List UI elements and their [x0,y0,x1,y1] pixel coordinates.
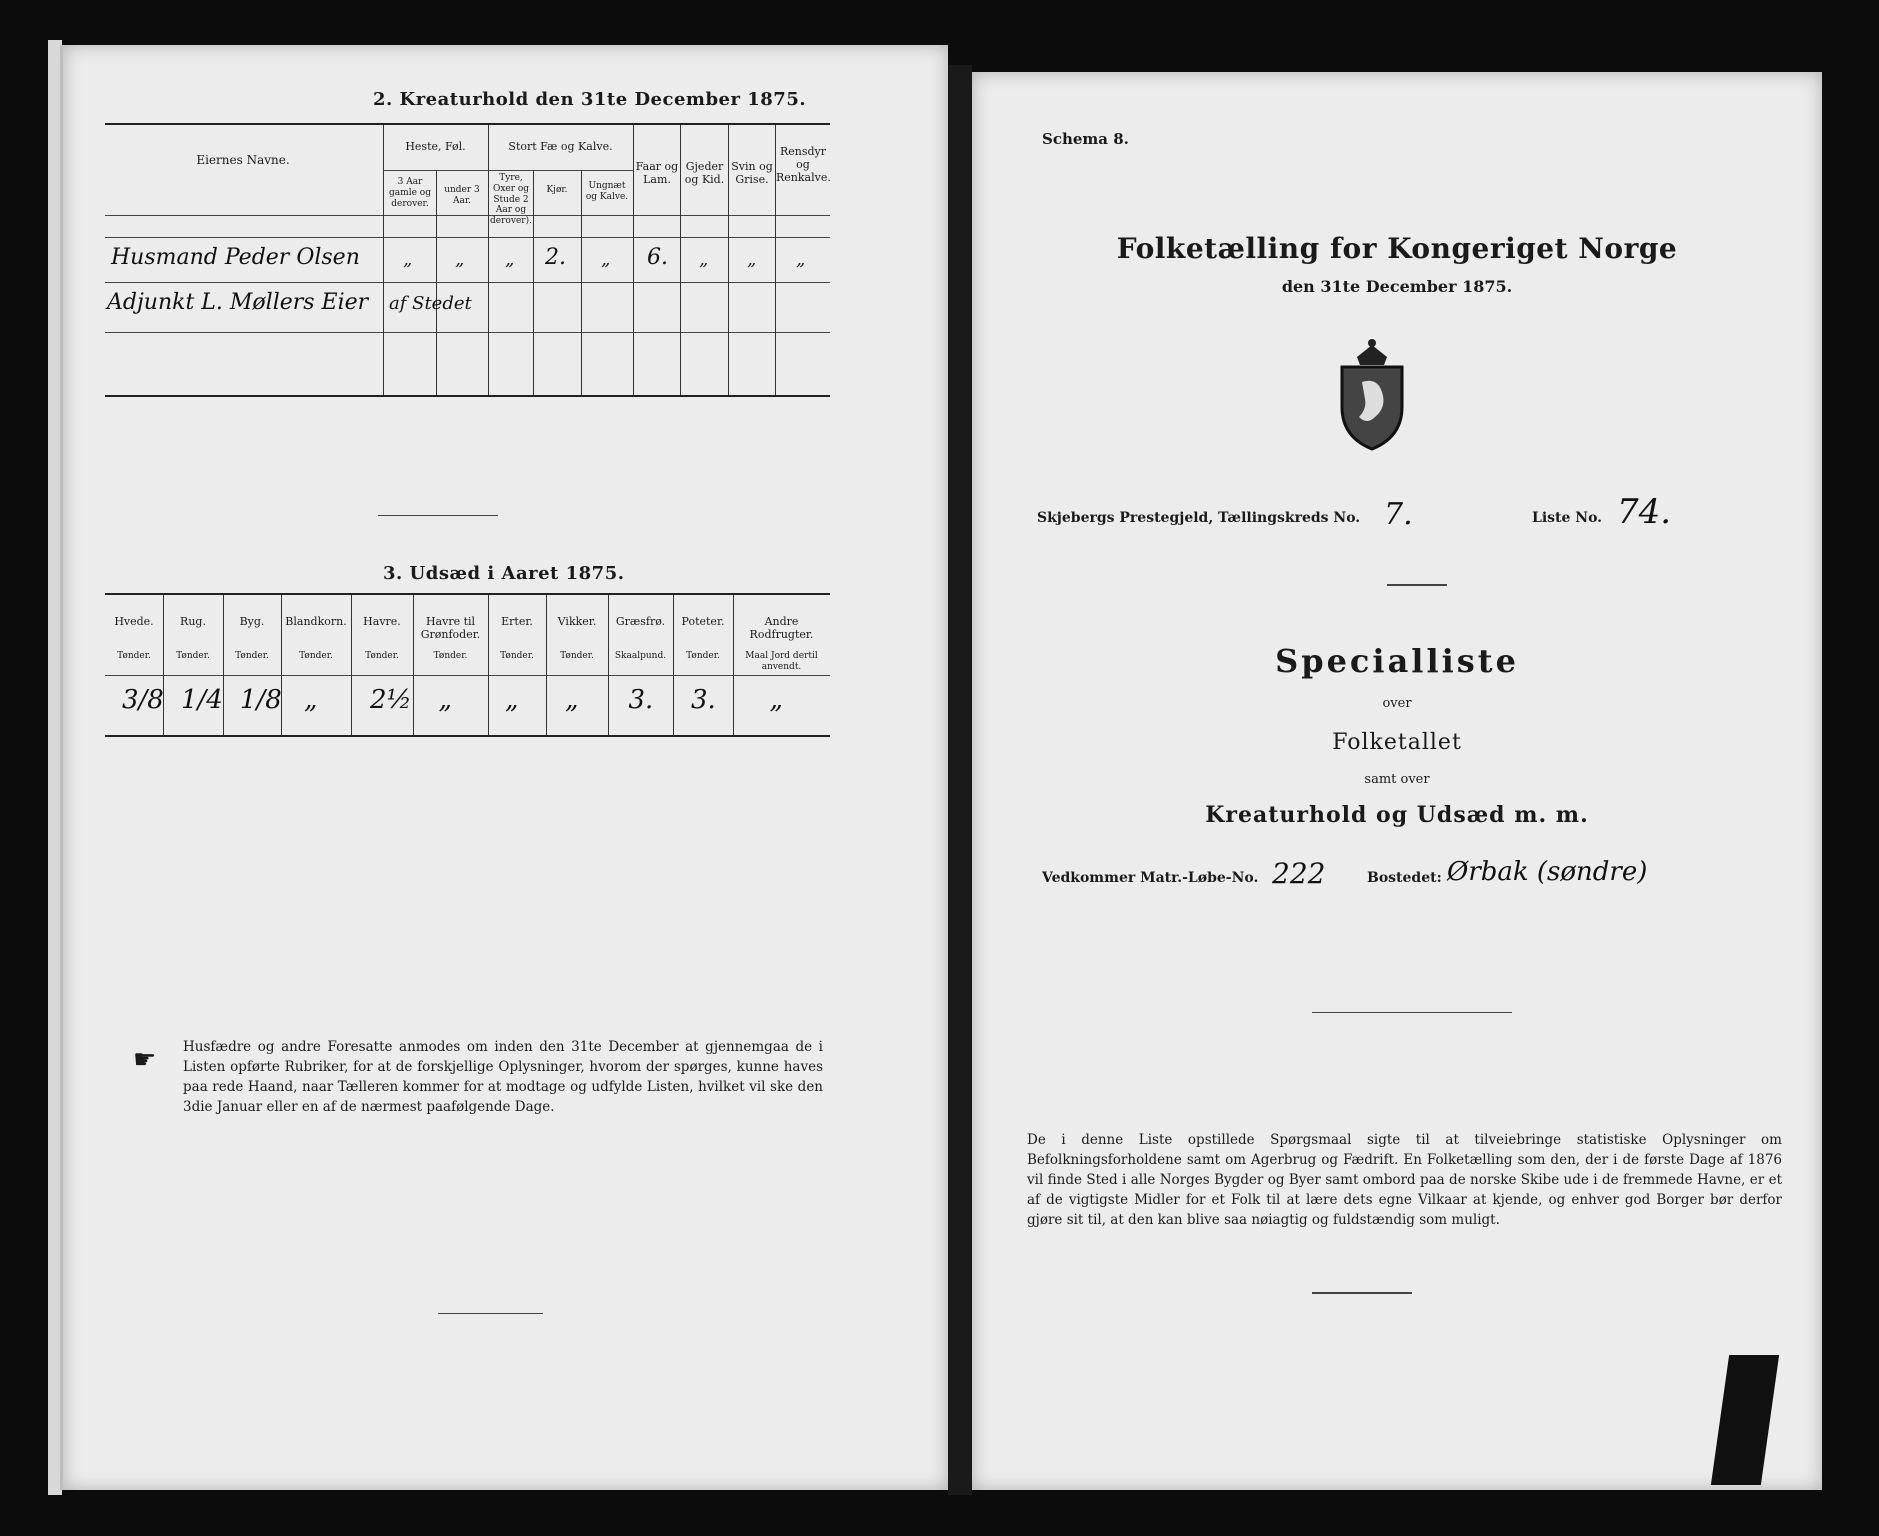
header-horses-young: under 3 Aar. [444,185,480,206]
schema-label: Schema 8. [1042,130,1129,148]
intro-paragraph: De i denne Liste opstillede Spørgsmaal sigte til at tilveiebringe statistiske Oplysninger om Befolkningsforholdene samt om Agerbrug og Fædrift. En Folketælling som den, der i de første Dage af 1876 vil finde Sted i alle Norges Bygder og Byer samt ombord paa de norske Skibe ude i de fremmede Havne, er et af de vigtigste Midler for et Folk til at lære dets egne Vilkaar at kjende, og enhver god Borger bør derfor gjøre sit til, at den kan blive saa nøiagtig og fuldstændig som muligt. [1027,1132,1782,1228]
seed-value: 3. [691,685,716,715]
header-pigs: Svin og Grise. [731,160,773,187]
separator [1312,1012,1512,1013]
header-horses: Heste, Føl. [405,140,466,153]
cell-value: „ [505,249,515,270]
header-owner: Eiernes Navne. [196,153,290,167]
seed-unit: Tønder. [176,651,210,661]
matr-number: 222 [1272,857,1326,890]
header-calves: Ungnæt og Kalve. [585,181,629,202]
table-rule [383,170,633,171]
table-rule [105,675,830,676]
district-number: 7. [1384,497,1413,532]
table-rule [105,282,830,283]
col-rule [533,170,534,395]
table-rule [105,395,830,397]
notice-text: Husfædre og andre Foresatte anmodes om inden den 31te December at gjennemgaa de i Listen opførte Rubriker, for at de forskjellige Oplysninger, hvorom der spørges, kunne haves paa rede Haand, naar Tælleren kommer for at modtage og udfylde Listen, hvilket vil ske den 3die Januar eller en af de nærmest paafølgende Dage. [183,1039,823,1115]
table-rule [105,593,830,595]
owner-name: Husmand Peder Olsen [111,245,360,270]
seed-unit: Tønder. [686,651,720,661]
seed-header: Havre. [363,615,401,628]
header-goats: Gjeder og Kid. [684,160,725,187]
seed-unit: Skaalpund. [614,651,667,661]
seed-header: Vikker. [557,615,597,628]
seed-header: Hvede. [114,615,154,628]
seed-unit: Tønder. [117,651,151,661]
matr-label: Vedkommer Matr.-Løbe-No. [1042,870,1259,886]
seed-value: 1/8 [240,685,282,715]
seed-unit: Tønder. [299,651,333,661]
cell-value: „ [699,249,709,270]
cell-value: „ [747,249,757,270]
table-rule [105,332,830,333]
separator [438,1313,543,1314]
cell-value: 6. [647,245,668,270]
seed-unit: Tønder. [235,651,269,661]
list-label: Liste No. [1532,510,1603,526]
separator [1312,1292,1412,1294]
binding-gutter [948,65,972,1495]
folketallet-heading: Folketallet [1332,730,1462,755]
seed-unit: Tønder. [560,651,594,661]
bosted-label: Bostedet: [1367,870,1442,886]
over-text: over [1382,696,1412,711]
cell-value: „ [796,249,806,270]
owner-name: Adjunkt L. Møllers Eier [107,290,369,315]
cell-value: „ [455,249,465,270]
table-rule [105,123,830,125]
seed-value: „ [565,685,579,715]
seed-unit: Tønder. [500,651,534,661]
kreaturhold-heading: Kreaturhold og Udsæd m. m. [1205,802,1589,828]
right-page [972,72,1822,1490]
seed-value: „ [769,685,783,715]
left-page [60,45,948,1490]
owner-note: af Stedet [389,293,472,314]
livestock-section-title: 2. Kreaturhold den 31te December 1875. [373,89,807,110]
separator [1387,584,1447,586]
parish-label: Skjebergs Prestegjeld, Tællingskreds No. [1037,510,1361,526]
separator [378,515,498,516]
seed-header: Poteter. [681,615,725,628]
seed-value: 2½ [370,685,412,715]
census-date: den 31te December 1875. [1281,277,1513,296]
header-sheep: Faar og Lam. [635,160,679,187]
table-rule [105,237,830,238]
seed-header: Græsfrø. [615,615,666,628]
bosted-value: Ørbak (søndre) [1447,857,1648,887]
seed-header: Rug. [180,615,206,628]
cell-value: 2. [545,245,566,270]
col-rule [383,125,384,395]
cell-value: „ [601,249,611,270]
census-title: Folketælling for Kongeriget Norge [1116,232,1678,265]
seed-value: 3/8 [122,685,164,715]
seed-unit: Tønder. [365,651,399,661]
header-cows: Kjør. [546,185,568,195]
pointing-hand-icon: ☛ [133,1045,157,1075]
list-number: 74. [1617,492,1672,532]
table-rule [105,215,830,216]
seed-header: Erter. [501,615,533,628]
header-reindeer: Rensdyr og Renkalve. [776,145,831,185]
header-bulls: Tyre, Oxer og Stude 2 Aar og derover). [490,173,532,227]
seed-value: „ [438,685,452,715]
header-horses-old: 3 Aar gamle og derover. [389,177,431,209]
header-cattle: Stort Fæ og Kalve. [508,140,613,153]
seed-header: Byg. [239,615,265,628]
seed-header: Andre Rodfrugter. [749,615,814,642]
samt-over-text: samt over [1364,772,1430,787]
seed-unit: Maal Jord dertil anvendt. [745,651,818,672]
seed-value: 3. [628,685,654,715]
seed-value: 1/4 [181,685,223,715]
seed-header: Blandkorn. [285,615,347,628]
cell-value: „ [403,249,413,270]
seed-section-title: 3. Udsæd i Aaret 1875. [383,563,625,584]
coat-of-arms-icon [1327,337,1417,452]
col-rule [581,170,582,395]
seed-value: „ [304,685,318,715]
seed-value: „ [505,685,519,715]
col-rule [488,125,489,395]
seed-header: Havre til Grønfoder. [420,615,481,642]
specialliste-heading: Specialliste [1275,642,1519,680]
table-rule [105,735,830,737]
seed-unit: Tønder. [433,651,468,661]
